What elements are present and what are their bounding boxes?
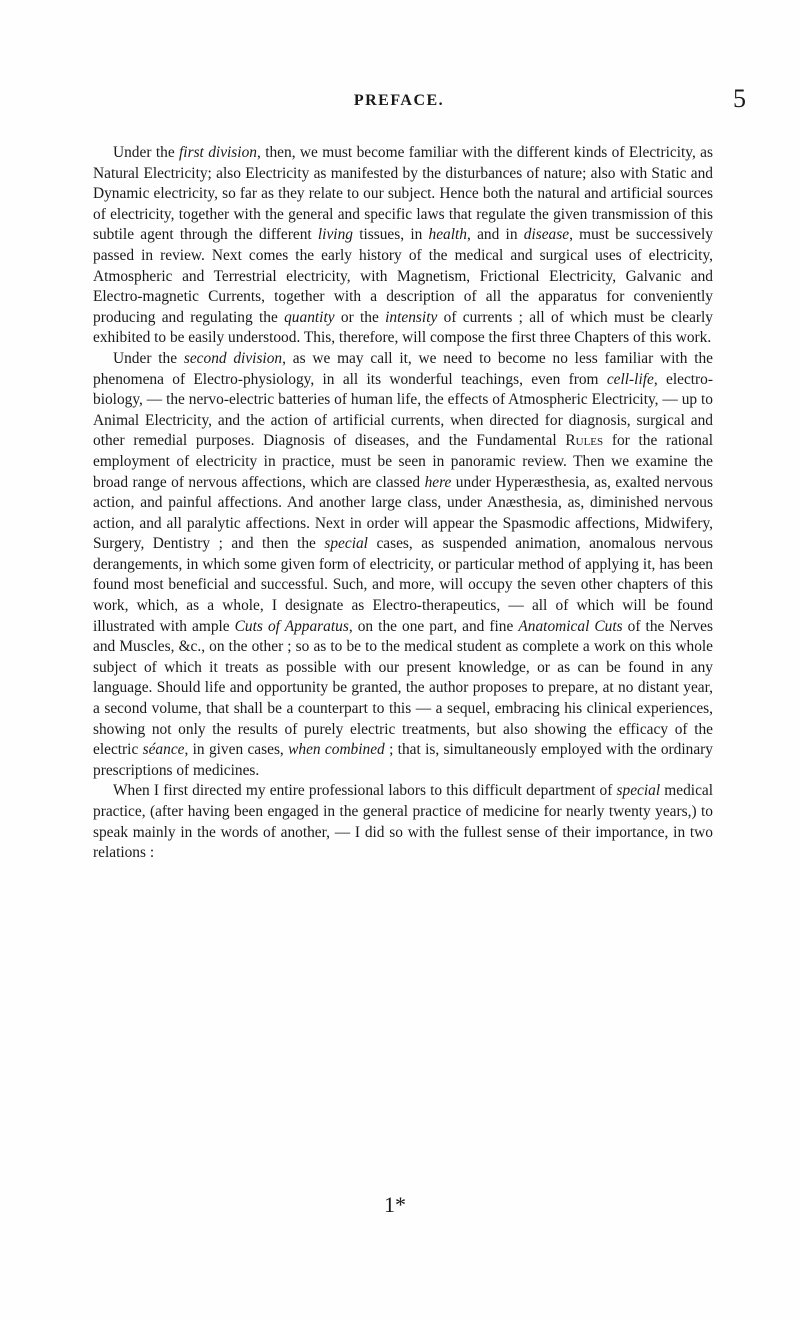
text-run: Under the <box>113 349 184 367</box>
text-run: , in given cases, <box>184 741 289 759</box>
italic-phrase: here <box>424 473 452 491</box>
italic-phrase: disease <box>523 226 570 244</box>
running-title: PREFACE. <box>353 92 445 109</box>
text-run: , and in <box>467 226 524 244</box>
italic-phrase: séance <box>142 741 185 759</box>
italic-phrase: second division <box>183 349 283 367</box>
text-run: under Hyperæsthesia, as, exalted nervous action, and painful affections. And another large class, under Anæsthesia, as, diminished nervous action, and all paralytic affections. Next in order will appear the Spasmodic affections, Midwifery, Surgery, Dentistry ; and then the <box>93 473 713 553</box>
italic-phrase: cell-life <box>606 370 654 388</box>
text-run: ; that is, simultaneously employed with the ordinary prescriptions of medicines. <box>93 741 713 779</box>
text-run: , then, we must become familiar with the different kinds of Electricity, as Natural Electricity; also Electricity as manifested by the disturbances of nature; also with Static and Dynamic electricity, so far as they relate to our subject. Hence both the natural and artificial sources of electricity, together with the general and specific laws that regulate the given transmission of this subtile agent through the different <box>93 144 713 244</box>
text-run: , on the one part, and fine <box>348 617 519 635</box>
text-run: tissues, in <box>352 226 429 244</box>
text-run: medical practice, (after having been engaged in the general practice of medicine for nearly twenty years,) to speak mainly in the words of another, — I did so with the fullest sense of their importance, in two relations : <box>93 782 714 862</box>
body-text <box>93 143 713 864</box>
text-run: of currents ; all of which must be clearly exhibited to be easily understood. This, therefore, will compose the first three Chapters of this work. <box>93 308 714 347</box>
text-run: for the rational employment of electricity in practice, must be seen in panoramic review. Then we examine the broad range of nervous affections, which are classed <box>93 432 713 491</box>
italic-phrase: special <box>324 535 368 553</box>
text-run: , must be successively passed in review. Next comes the early history of the medical and surgical uses of electricity, Atmospheric and Terrestrial electricity, with Magnetism, Frictional Electricity, Galvanic and Electro-magnetic Currents, together with a description of all the apparatus for conveniently producing and regulating the <box>93 226 713 326</box>
paragraph-second-division <box>93 349 713 781</box>
italic-phrase: first division <box>179 144 257 161</box>
italic-phrase: when combined <box>288 741 385 759</box>
italic-phrase: quantity <box>284 308 335 326</box>
text-run: cases, as suspended animation, anomalous nervous derangements, in which some given form of electricity, or particular method of applying it, has been found most beneficial and successful. Such, and more, will occupy the seven other chapters of this work, which, as a whole, I designate as Electro-therapeutics, — all of which will be found illustrated with ample <box>93 535 713 635</box>
text-run: Under the <box>113 144 180 161</box>
italic-phrase: special <box>616 782 661 800</box>
italic-phrase: Anatomical Cuts <box>518 617 623 635</box>
small-caps-phrase: Rules <box>565 432 604 450</box>
signature-mark: 1* <box>384 1192 406 1217</box>
italic-phrase: living <box>317 226 353 244</box>
running-head <box>52 76 746 113</box>
text-run: of the Nerves and Muscles, &c., on the other ; so as to be to the medical student as complete a work on this whole subject of which it treats as possible with our present knowledge, or as can be found in any language. Should life and opportunity be granted, the author proposes to prepare, at no distant year, a second volume, that shall be a counterpart to this — a sequel, embracing his clinical experiences, showing not only the results of purely electric treatments, but also showing the efficacy of the electric <box>93 617 713 759</box>
text-run: When I first directed my entire professional labors to this difficult department of <box>113 782 617 800</box>
page-number: 5 <box>733 84 746 113</box>
text-run: , as we may call it, we need to become no less familiar with the phenomena of Electro-physiology, in all its wonderful teachings, even from <box>93 349 713 388</box>
italic-phrase: health <box>428 226 468 244</box>
text-run: or the <box>334 308 386 326</box>
text-run: , electro-biology, — the nervo-electric batteries of human life, the effects of Atmospheric Electricity, — up to Animal Electricity, and the action of artificial currents, when directed for diagnosis, surgical and other remedial purposes. Diagnosis of diseases, and the Fundamental <box>93 370 713 450</box>
italic-phrase: Cuts of Apparatus <box>234 617 349 635</box>
paragraph-first-division <box>93 143 713 349</box>
paragraph-professional-labors <box>93 781 713 863</box>
italic-phrase: intensity <box>385 308 438 326</box>
